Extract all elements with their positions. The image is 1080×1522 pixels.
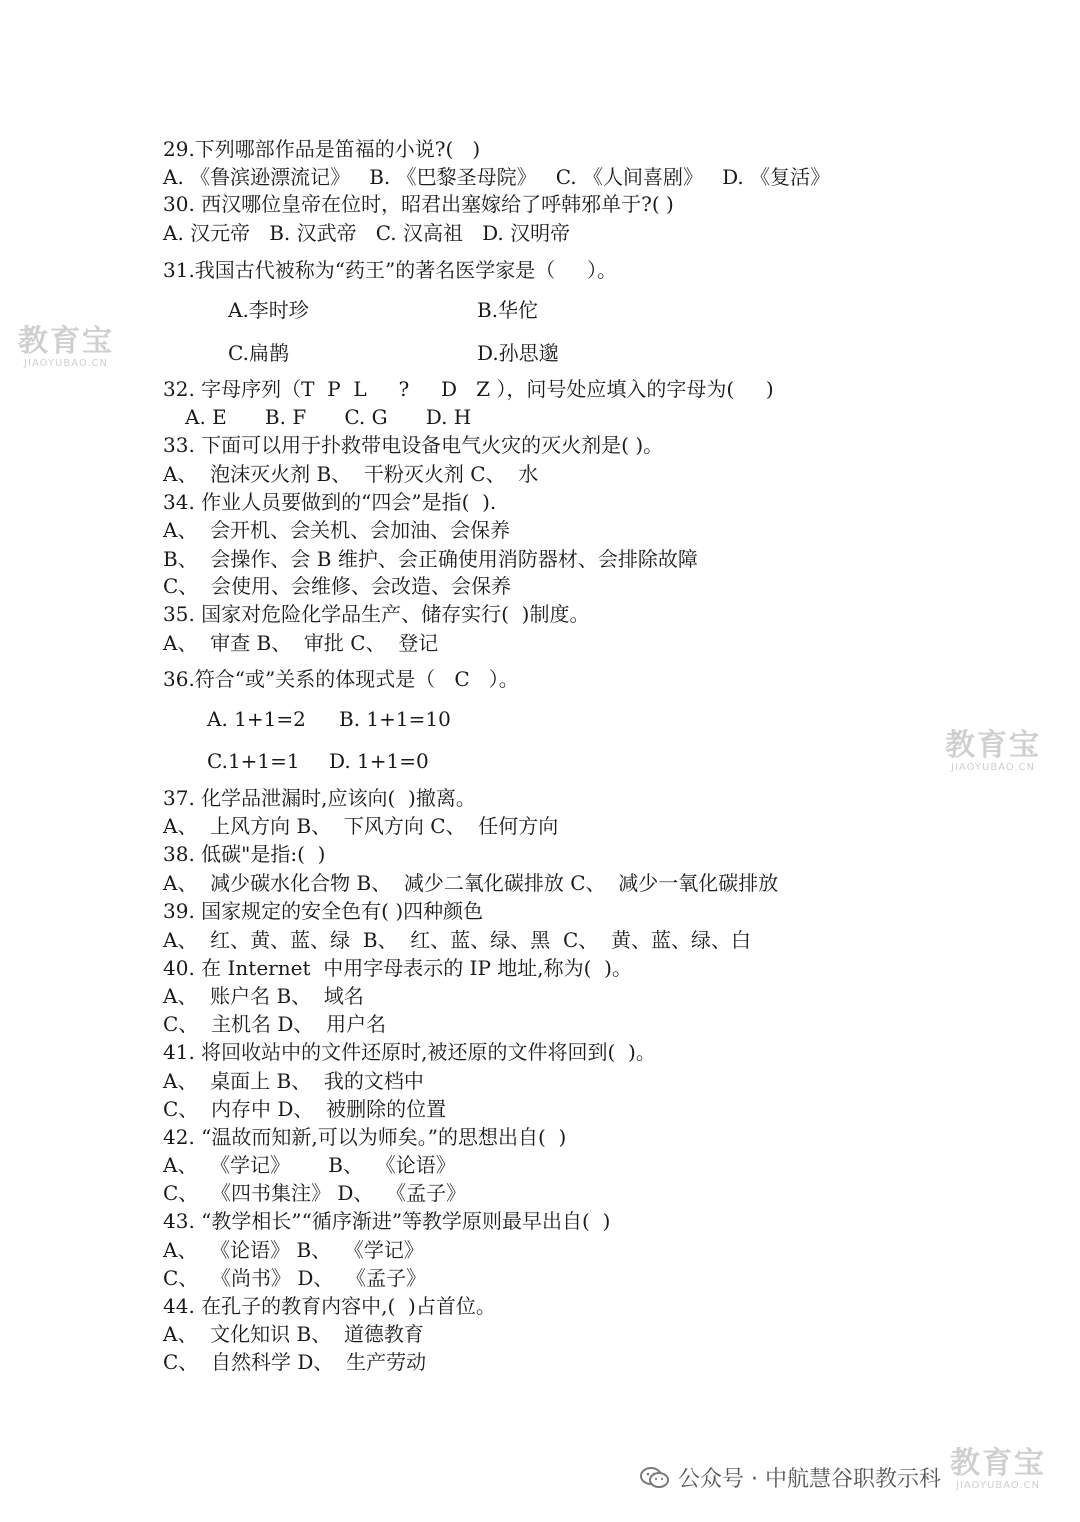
question-31-option-a: A.李时珍 (228, 298, 309, 322)
question-41: 41. 将回收站中的文件还原时,被还原的文件将回到( )。 (163, 1040, 656, 1064)
question-42: 42. “温故而知新,可以为师矣。”的思想出自( ) (163, 1125, 567, 1149)
question-43-options-cd: C、 《尚书》 D、 《孟子》 (163, 1266, 427, 1290)
question-36-option-a: A. 1+1=2 (207, 707, 306, 731)
question-32: 32. 字母序列（T P L ? D Z ），问号处应填入的字母为( ) (163, 377, 774, 401)
question-32-options: A. E B. F C. G D. H (185, 405, 472, 429)
watermark-text: 教育宝 (950, 1446, 1046, 1481)
question-37-options: A、 上风方向 B、 下风方向 C、 任何方向 (163, 814, 559, 838)
question-35-options: A、 审查 B、 审批 C、 登记 (163, 631, 439, 655)
question-44: 44. 在孔子的教育内容中,( )占首位。 (163, 1294, 496, 1318)
question-31-option-d: D.孙思邈 (477, 341, 559, 365)
watermark-domain: JIAOYUBAO.CN (24, 358, 108, 369)
question-37: 37. 化学品泄漏时,应该向( )撤离。 (163, 786, 476, 810)
question-42-options-cd: C、 《四书集注》 D、 《孟子》 (163, 1181, 467, 1205)
footer-account (640, 1462, 941, 1493)
question-30: 30. 西汉哪位皇帝在位时，昭君出塞嫁给了呼韩邪单于?( ) (163, 192, 674, 216)
question-38-options: A、 减少碳水化合物 B、 减少二氧化碳排放 C、 减少一氧化碳排放 (163, 871, 779, 895)
watermark-domain: JIAOYUBAO.CN (956, 1480, 1040, 1491)
watermark-text: 教育宝 (945, 728, 1041, 763)
question-31: 31.我国古代被称为“药王”的著名医学家是（ ）。 (163, 258, 618, 282)
question-43-options-ab: A、 《论语》 B、 《学记》 (163, 1238, 424, 1262)
question-29-options: A. 《鲁滨逊漂流记》 B. 《巴黎圣母院》 C. 《人间喜剧》 D. 《复活》 (163, 165, 831, 189)
question-34-option-a: A、 会开机、会关机、会加油、会保养 (163, 518, 511, 542)
question-39-options: A、 红、黄、蓝、绿 B、 红、蓝、绿、黑 C、 黄、蓝、绿、白 (163, 928, 752, 952)
question-36: 36.符合“或”关系的体现式是（ C ）。 (163, 667, 519, 691)
question-40-options-ab: A、 账户名 B、 域名 (163, 984, 364, 1008)
question-31-option-b: B.华佗 (477, 298, 539, 322)
question-31-option-c: C.扁鹊 (228, 341, 289, 365)
question-30-options: A. 汉元帝 B. 汉武帝 C. 汉高祖 D. 汉明帝 (163, 221, 571, 245)
question-40: 40. 在 Internet 中用字母表示的 IP 地址,称为( )。 (163, 956, 632, 980)
question-44-options-cd: C、 自然科学 D、 生产劳动 (163, 1350, 427, 1374)
watermark-right (945, 730, 1041, 774)
question-40-options-cd: C、 主机名 D、 用户名 (163, 1012, 387, 1036)
question-42-options-ab: A、 《学记》 B、 《论语》 (163, 1153, 456, 1177)
question-34: 34. 作业人员要做到的“四会”是指( ). (163, 490, 497, 514)
question-36-option-c: C.1+1=1 (207, 749, 300, 773)
question-44-options-ab: A、 文化知识 B、 道德教育 (163, 1322, 424, 1346)
question-43: 43. “教学相长”“循序渐进”等教学原则最早出自( ) (163, 1209, 611, 1233)
question-33: 33. 下面可以用于扑救带电设备电气火灾的灭火剂是( )。 (163, 433, 664, 457)
question-34-option-b: B、 会操作、会 B 维护、会正确使用消防器材、会排除故障 (163, 547, 698, 571)
question-36-option-d: D. 1+1=0 (329, 749, 429, 773)
footer-label: 公众号 · 中航慧谷职教示科 (678, 1467, 941, 1492)
question-41-options-cd: C、 内存中 D、 被删除的位置 (163, 1097, 447, 1121)
question-36-option-b: B. 1+1=10 (339, 707, 451, 731)
question-29: 29.下列哪部作品是笛福的小说?( ) (163, 137, 481, 161)
question-33-options: A、 泡沫灭火剂 B、 干粉灭火剂 C、 水 (163, 462, 539, 486)
question-41-options-ab: A、 桌面上 B、 我的文档中 (163, 1069, 424, 1093)
question-38: 38. 低碳"是指:( ) (163, 842, 326, 866)
watermark-text: 教育宝 (18, 324, 114, 359)
watermark-bottom (950, 1448, 1046, 1492)
wechat-icon (640, 1467, 670, 1489)
question-34-option-c: C、 会使用、会维修、会改造、会保养 (163, 574, 512, 598)
watermark-left (18, 326, 114, 370)
question-35: 35. 国家对危险化学品生产、储存实行( )制度。 (163, 602, 590, 626)
question-39: 39. 国家规定的安全色有( )四种颜色 (163, 899, 484, 923)
watermark-domain: JIAOYUBAO.CN (951, 762, 1035, 773)
